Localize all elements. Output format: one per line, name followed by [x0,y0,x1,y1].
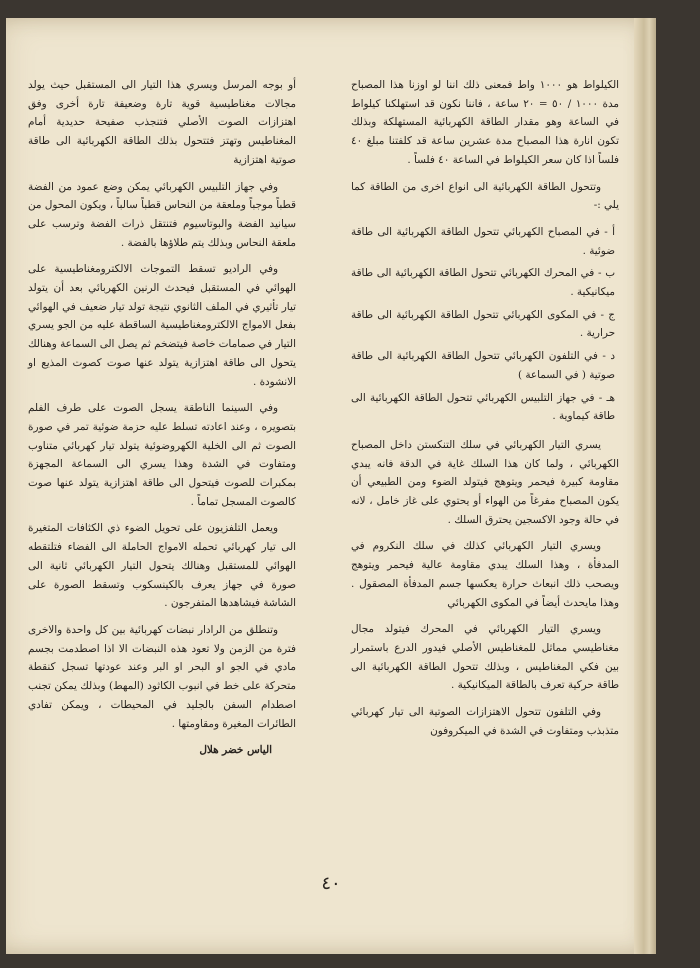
paragraph: وفي جهاز التلبيس الكهربائي يمكن وضع عمود من الفضة قطباً موجباً وملعقة من النحاس قطباً سالباً ، ويكون المحول من سيانيد الفضة والبوتاسيوم فتنتقل ذرات الفضة وترسب على ملعقة النحاس وبذلك يتم طلاؤها بالفضة . [28,180,296,249]
left-column [28,76,296,760]
paragraph: يسري التيار الكهربائي في سلك التنكستن داخل المصباح الكهربائي ، ولما كان هذا السلك غاية في الدقة فانه يبدي مقاومة كبيرة فيحمر ويتوهج فيتولد الضوء ومن الطبيعي أن يكون المصباح مفرغاً من الهواء أو يحتوي على غاز خامل ، لانه في حالة وجود الاكسجين يحترق السلك . [351,438,619,526]
right-column [351,76,619,749]
book-page [6,18,656,954]
paragraph: الكيلواط هو ١٠٠٠ واط فمعنى ذلك اننا لو اوزنا هذا المصباح مدة ١٠٠٠ / ٥٠ = ٢٠ ساعة ، فاننا نكون قد استهلكنا كيلواط في الساعة وهو مقدار الطاقة الكهربائية المستهلكة وبذلك تكون انارة هذا المصباح مدة عشرين ساعة قد كلفتنا مبلغ ٤٠ فلساً اذا كان سعر الكيلواط في الساعة ٤٠ فلساً . [351,79,620,166]
paragraph: أو بوجه المرسل ويسري هذا التيار الى المستقبل حيث يولد مجالات مغناطيسية قوية تارة وضعيفة تارة أخرى وفق اهتزازات الصوت الأصلي فتنجذب صفيحة حديدية أمام المغناطيس وتهتز فتتحول بذلك الطاقة الكهربائية الى طاقة صوتية اهتزازية [28,79,296,166]
paragraph: وتتحول الطاقة الكهربائية الى انواع اخرى من الطاقة كما يلي :- [351,180,619,212]
paragraph: وتنطلق من الرادار نبضات كهربائية بين كل واحدة والاخرى فترة من الزمن ولا تعود هذه النبضات الا اذا اصطدمت بجسم مادي في الجو او البحر او البر وعند عودتها تسجل كنقطة متحركة على خط في انبوب الكاثود (المهط) وبذلك يمكن تجنب اصطدام السفن بالجليد في المحيطات ، ويمكن تفادي الطائرات المغيرة ومقاومتها . [28,623,296,730]
paragraph: وفي الراديو تسقط التموجات الالكترومغناطيسية على الهوائي في المستقبل فيحدث الرنين الكهربائي بعد أن يتولد تيار تأثيري في الملف الثانوي نتيجة تولد تيار ضعيف في الهوائي بفعل الامواج الالكترومغناطيسية الساقطة عليه من الجو يسري التيار في صمامات خاصة فيتضخم ثم يصل الى السماعة وهنالك يتحول الى طاقة اهتزازية يتولد عنها صوت كصوت المذيع او الانشودة . [28,263,296,388]
paragraph: وفي التلفون تتحول الاهتزازات الصوتية الى تيار كهربائي متذبذب ومتفاوت في الشدة في الميكروفون [351,706,619,737]
list-item: ب - في المحرك الكهربائي تتحول الطاقة الكهربائية الى طاقة ميكانيكية . [351,267,615,299]
paragraph: ويسري التيار الكهربائي كذلك في سلك النكروم في المدفأة ، وهذا السلك يبدي مقاومة عالية فيحمر ويتوهج ويصحب ذلك انبعاث حرارة يعكسها جسم المدفأة المصقول . وهذا مايحدث أيضاً في المكوى الكهربائي [351,540,619,609]
list-item: أ - في المصباح الكهربائي تتحول الطاقة الكهربائية الى طاقة ضوئية . [351,225,615,257]
author-signature: الياس خضر هلال [199,744,272,757]
paragraph: ويعمل التلفزيون على تحويل الضوء ذي الكثافات المتغيرة الى تيار كهربائي تحمله الامواج الحاملة الى الفضاء فتلتقطه الهوائي للمستقبل وهنالك يتحول التيار الكهربائي ثانية الى صورة في جهاز يعرف بالكينسكوب وتسقط الصورة على الشاشة فيشاهدها المتفرجون . [28,522,296,610]
paragraph: ويسري التيار الكهربائي في المحرك فيتولد مجال مغناطيسي مماثل للمغناطيس الأصلي فيدور الدرع باستمرار بين فكي المغناطيس ، وبذلك تتحول الطاقة الكهربائية الى طاقة حركية تعرف بالطاقة الميكانيكية . [351,623,619,692]
page-number: ٤٠ [321,873,341,894]
list-item: هـ - في جهاز التلبيس الكهربائي تتحول الطاقة الكهربائية الى طاقة كيماوية . [351,391,615,423]
list-item: د - في التلفون الكهربائي تتحول الطاقة الكهربائية الى طاقة صوتية ( في السماعة ) [351,350,615,381]
page-edge-shadow [634,18,656,954]
paragraph: وفي السينما الناطقة يسجل الصوت على طرف الفلم بتصويره ، وعند اعادته تسلط عليه حزمة ضوئية تمر في صورة الصوت ثم الى الخلية الكهروضوئية يتولد تيار كهربائي متناوب ومتفاوت في الشدة وهذا يسري الى السماعة المجهزة بمكبرات للصوت فيتحول الى طاقة اهتزازية يتولد عنها صوت كالصوت المسجل تماماً . [28,402,296,508]
list-item: ج - في المكوى الكهربائي تتحول الطاقة الكهربائية الى طاقة حرارية . [351,308,615,340]
